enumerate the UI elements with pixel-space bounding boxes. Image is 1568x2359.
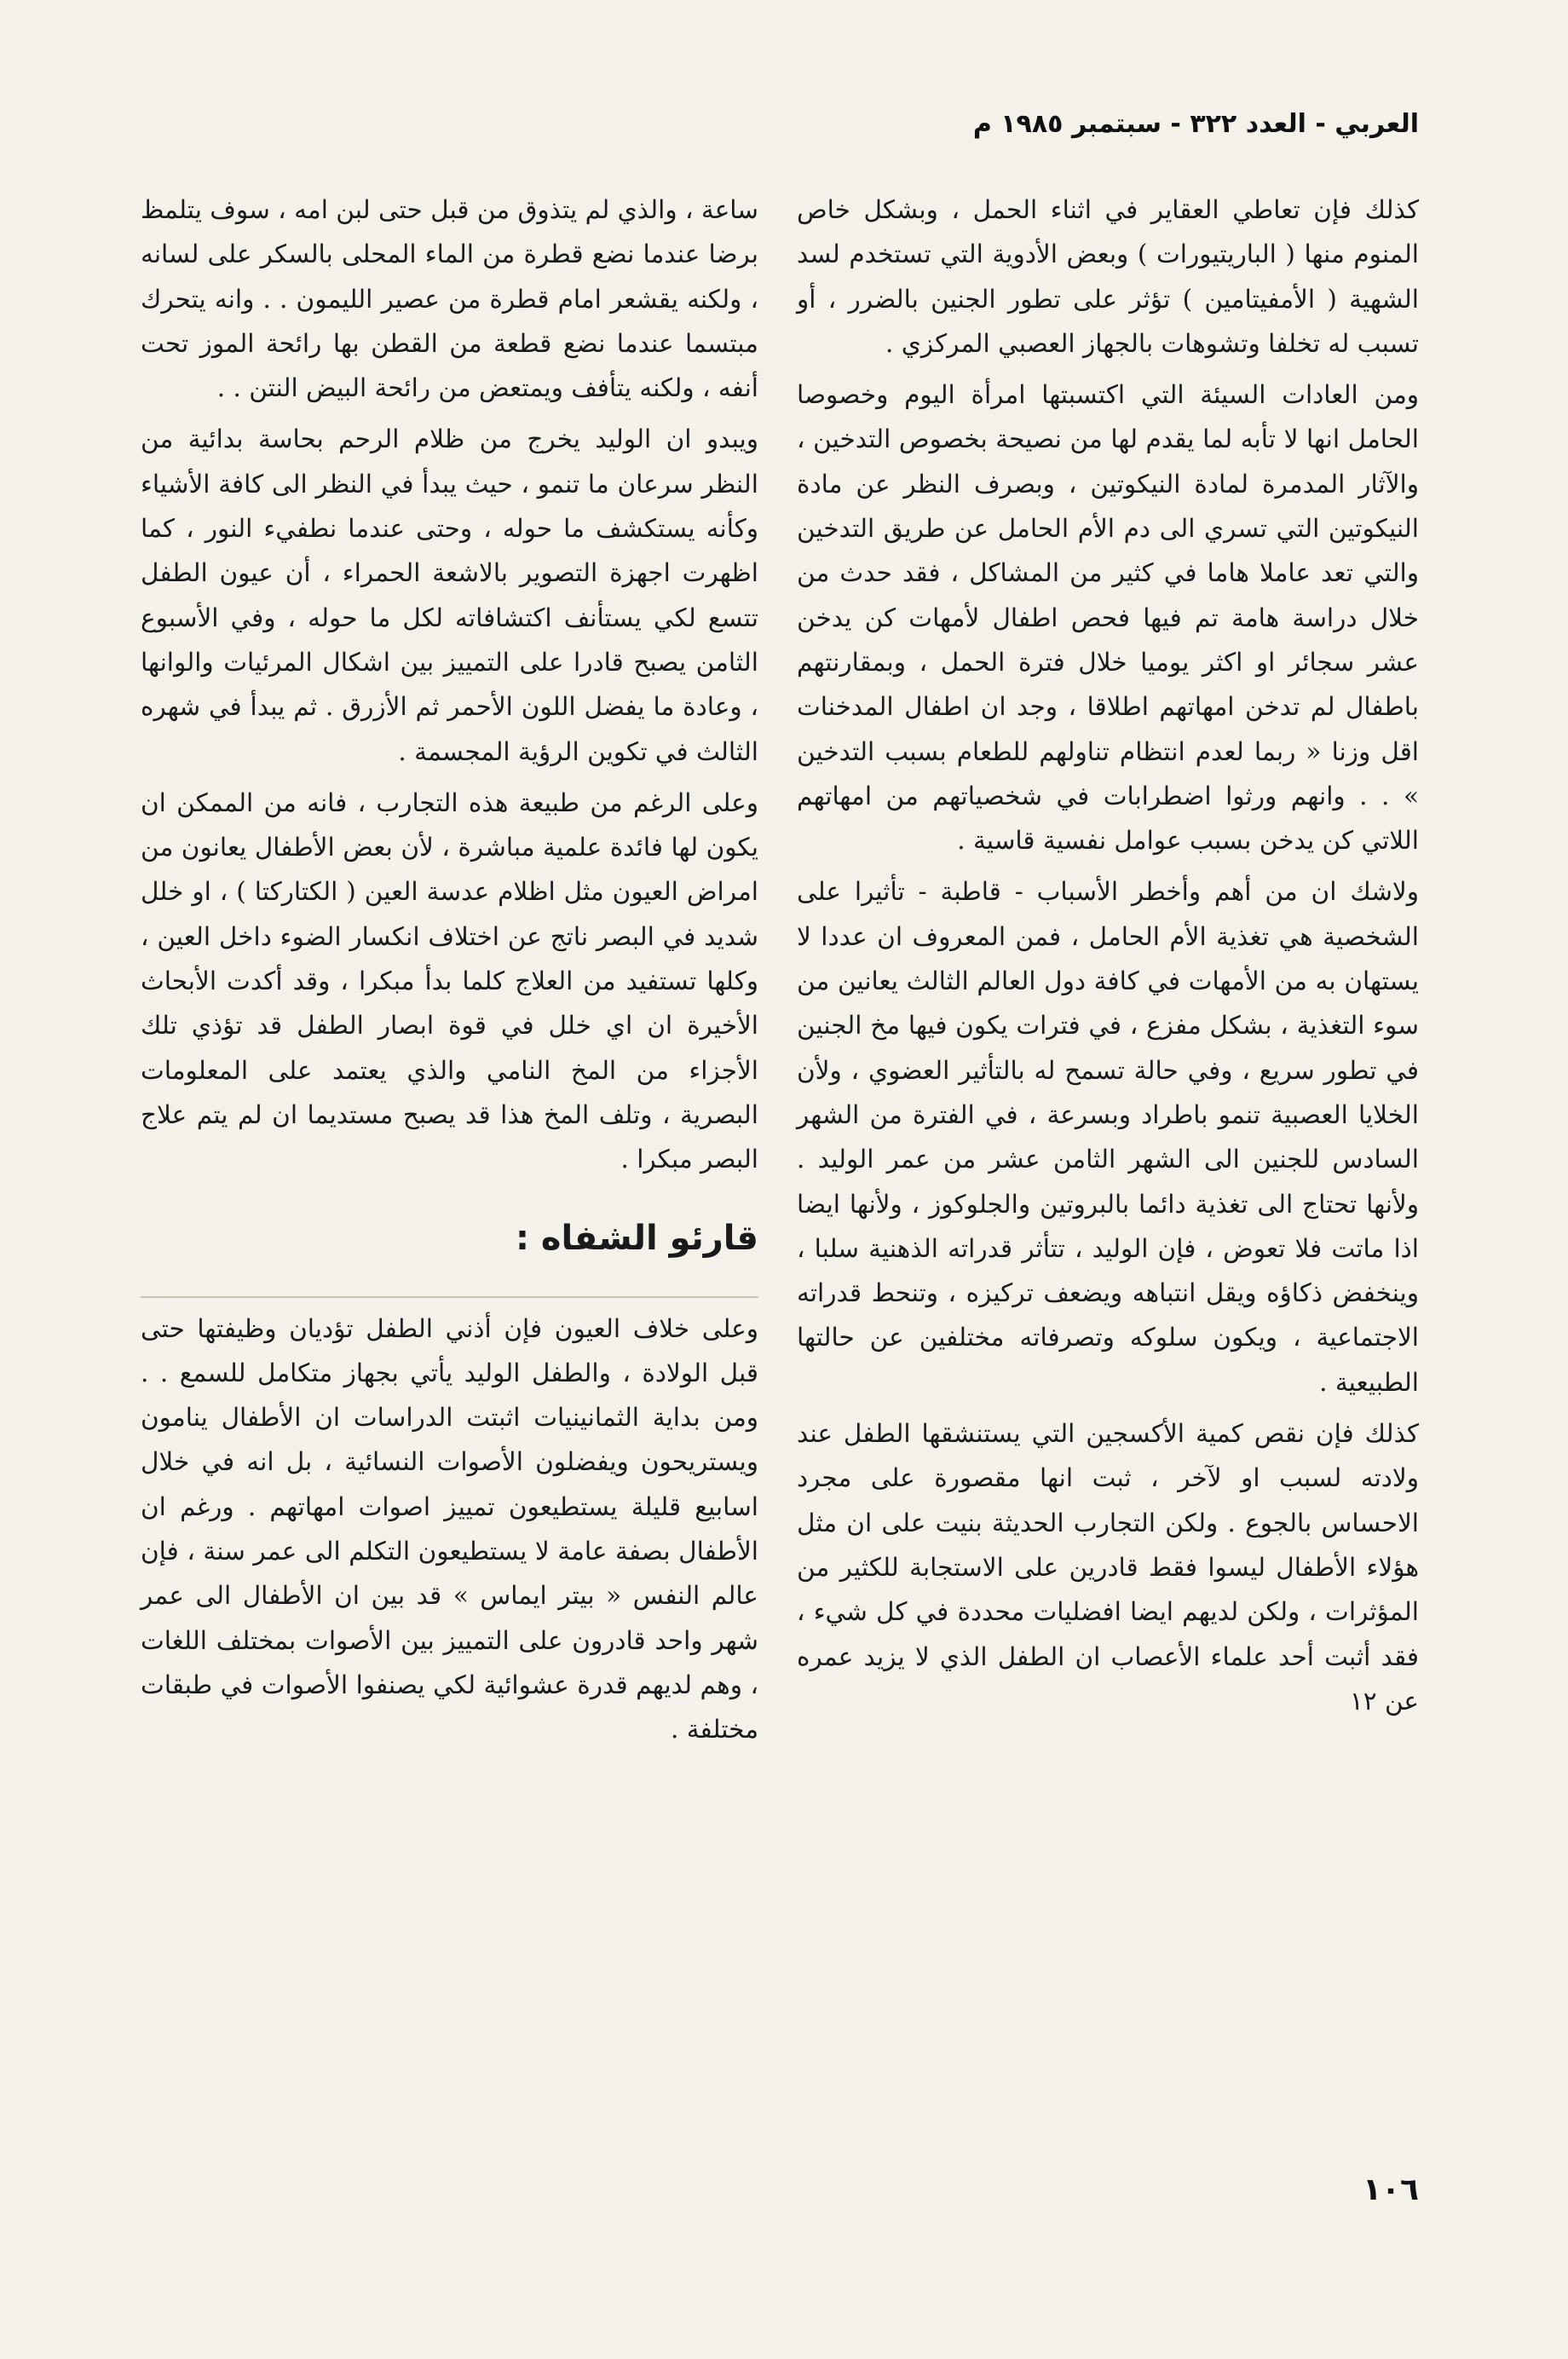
right-column	[797, 187, 1419, 1730]
paragraph: ولاشك ان من أهم وأخطر الأسباب - قاطبة - تأثيرا على الشخصية هي تغذية الأم الحامل ، فمن المعروف ان عددا لا يستهان به من الأمهات في كافة دول العالم الثالث يعانين من سوء التغذية ، بشكل مفزع ، في فترات يكون فيها مخ الجنين في تطور سريع ، وفي حالة تسمح له بالتأثير العضوي ، ولأن الخلايا العصبية تنمو باطراد وبسرعة ، في الفترة من الشهر السادس للجنين الى الشهر الثامن عشر من عمر الوليد . ولأنها تحتاج الى تغذية دائما بالبروتين والجلوكوز ، ولأنها ايضا اذا ماتت فلا تعوض ، فإن الوليد ، تتأثر قدراته الذهنية سلبا ، وينخفض ذكاؤه ويقل انتباهه ويضعف تركيزه ، وتنحط قدراته الاجتماعية ، ويكون سلوكه وتصرفاته مختلفين عن حالتها الطبيعية .	[797, 877, 1419, 1397]
paragraph: ومن العادات السيئة التي اكتسبتها امرأة اليوم وخصوصا الحامل انها لا تأبه لما يقدم لها من نصيحة بخصوص التدخين ، والآثار المدمرة لمادة النيكوتين ، وبصرف النظر عن مادة النيكوتين التي تسري الى دم الأم الحامل عن طريق التدخين والتي تعد عاملا هاما في كثير من المشاكل ، فقد حدث من خلال دراسة هامة تم فيها فحص اطفال لأمهات كن يدخن عشر سجائر او اكثر يوميا خلال فترة الحمل ، وبمقارنتهم باطفال لم تدخن امهاتهم اطلاقا ، وجد ان اطفال المدخنات اقل وزنا « ربما لعدم انتظام تناولهم للطعام بسبب التدخين » . . وانهم ورثوا اضطرابات في شخصياتهم من امهاتهم اللاتي كن يدخن بسبب عوامل نفسية قاسية .	[797, 380, 1419, 856]
paragraph: ويبدو ان الوليد يخرج من ظلام الرحم بحاسة بدائية من النظر سرعان ما تنمو ، حيث يبدأ في النظر الى كافة الأشياء وكأنه يستكشف ما حوله ، وحتى عندما نطفيء النور ، كما اظهرت اجهزة التصوير بالاشعة الحمراء ، أن عيون الطفل تتسع لكي يستأنف اكتشافاته لكل ما حوله ، وفي الأسبوع الثامن يصبح قادرا على التمييز بين اشكال المرئيات والوانها ، وعادة ما يفضل اللون الأحمر ثم الأزرق . ثم يبدأ في شهره الثالث في تكوين الرؤية المجسمة .	[141, 424, 758, 766]
paragraph: كذلك فإن نقص كمية الأكسجين التي يستنشقها الطفل عند ولادته لسبب او لآخر ، ثبت انها مقصورة على مجرد الاحساس بالجوع . ولكن التجارب الحديثة بنيت على ان مثل هؤلاء الأطفال ليسوا فقط قادرين على الاستجابة للكثير من المؤثرات ، ولكن لديهم ايضا افضليات محددة في كل شيء ، فقد أثبت أحد علماء الأعصاب ان الطفل الذي لا يزيد عمره عن ١٢	[797, 1419, 1419, 1716]
section-heading: قارئو الشفاه :	[141, 1213, 758, 1298]
running-header: العربي - العدد ٣٢٢ - سبتمبر ١٩٨٥ م	[972, 109, 1419, 139]
paragraph: وعلى الرغم من طبيعة هذه التجارب ، فانه من الممكن ان يكون لها فائدة علمية مباشرة ، لأن بعض الأطفال يعانون من امراض العيون مثل اظلام عدسة العين ( الكتاركتا ) ، او خلل شديد في البصر ناتج عن اختلاف انكسار الضوء داخل العين ، وكلها تستفيد من العلاج كلما بدأ مبكرا ، وقد أكدت الأبحاث الأخيرة ان اي خلل في قوة ابصار الطفل قد تؤذي تلك الأجزاء من المخ النامي والذي يعتمد على المعلومات البصرية ، وتلف المخ هذا قد يصبح مستديما ان لم يتم علاج البصر مبكرا .	[141, 787, 758, 1174]
paragraph: وعلى خلاف العيون فإن أذني الطفل تؤديان وظيفتها حتى قبل الولادة ، والطفل الوليد يأتي بجهاز متكامل للسمع . . ومن بداية الثمانينيات اثبتت الدراسات ان الأطفال ينامون ويستريحون ويفضلون الأصوات النسائية ، بل انه في خلال اسابيع قليلة يستطيعون تمييز اصوات امهاتهم . ورغم ان الأطفال بصفة عامة لا يستطيعون التكلم الى عمر سنة ، فإن عالم النفس « بيتر ايماس » قد بين ان الأطفال الى عمر شهر واحد قادرون على التمييز بين الأصوات بمختلف اللغات ، وهم لديهم قدرة عشوائية لكي يصنفوا الأصوات في طبقات مختلفة .	[141, 1313, 758, 1745]
page-number: ١٠٦	[1363, 2172, 1419, 2207]
paragraph: ساعة ، والذي لم يتذوق من قبل حتى لبن امه ، سوف يتلمظ برضا عندما نضع قطرة من الماء المحلى بالسكر على لسانه ، ولكنه يقشعر امام قطرة من عصير الليمون . . وانه يتحرك مبتسما عندما نضع قطعة من القطن بها رائحة الموز تحت أنفه ، ولكنه يتأفف ويمتعض من رائحة البيض النتن . .	[140, 195, 758, 403]
paragraph: كذلك فإن تعاطي العقاير في اثناء الحمل ، وبشكل خاص المنوم منها ( الباريتيورات ) وبعض الأدوية التي تستخدم لسد الشهية ( الأمفيتامين ) تؤثر على تطور الجنين بالضرر ، أو تسبب له تخلفا وتشوهات بالجهاز العصبي المركزي .	[797, 195, 1419, 358]
left-column	[141, 187, 758, 1759]
